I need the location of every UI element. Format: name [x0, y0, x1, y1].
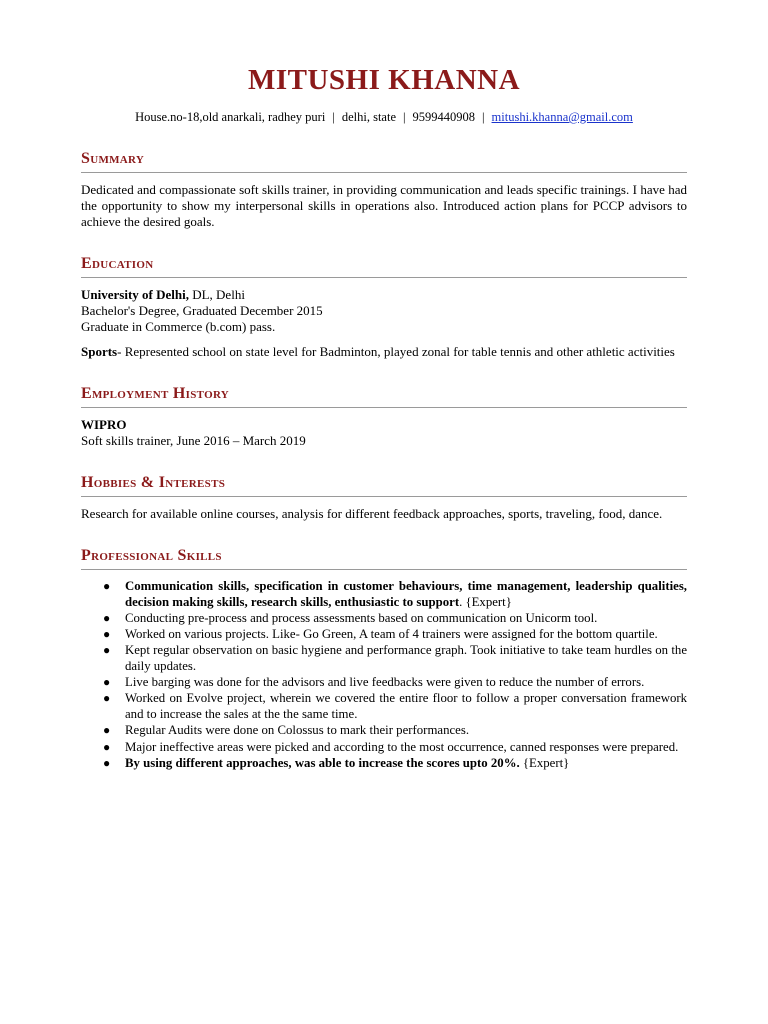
company-name: WIPRO [81, 417, 127, 432]
summary-heading: Summary [81, 149, 687, 173]
list-item: ● Major ineffective areas were picked and according to the most occurrence, canned responses were prepared. [103, 739, 679, 754]
bullet-icon: ● [103, 739, 111, 754]
summary-section [81, 149, 687, 230]
list-item: ● Worked on Evolve project, wherein we covered the entire floor to follow a proper conversation framework and to increase the sales at the the same time. [103, 691, 687, 722]
degree: Bachelor's Degree, Graduated December 2015 [81, 303, 323, 318]
bullet-icon: ● [103, 579, 111, 593]
employment-section [81, 384, 687, 449]
hobbies-section [81, 473, 687, 522]
bullet-icon: ● [103, 755, 111, 770]
bullet-icon: ● [103, 675, 111, 690]
list-item: ● Regular Audits were done on Colossus to mark their performances. [103, 723, 470, 738]
candidate-name: MITUSHI KHANNA [247, 64, 521, 96]
separator: | [482, 110, 485, 124]
bullet-icon: ● [103, 691, 111, 706]
school-name: University of Delhi, [81, 287, 189, 302]
sports-label: Sports [81, 344, 118, 359]
list-item: ● Worked on various projects. Like- Go Green, A team of 4 trainers were assigned for the bottom quartile. [103, 627, 658, 642]
list-item: ● Kept regular observation on basic hygiene and performance graph. Took initiative to take team hurdles on the daily updates. [103, 643, 687, 674]
sports-text: - Represented school on state level for Badminton, played zonal for table tennis and other athletic activities [117, 344, 675, 359]
bullet-icon: ● [103, 610, 111, 625]
contact-line [81, 109, 687, 125]
job-role: Soft skills trainer, June 2016 – March 2019 [81, 433, 306, 448]
skills-section [81, 546, 687, 771]
education-body [81, 287, 687, 360]
bullet-icon: ● [103, 643, 111, 658]
hobbies-heading: Hobbies & Interests [81, 473, 687, 497]
skills-list [81, 579, 687, 771]
summary-text: Dedicated and compassionate soft skills trainer, in providing communication and leads specific trainings. I have had the opportunity to show my interpersonal skills in operations also. Introduced action plans for PCCP advisors to achieve the desired goals. [81, 182, 687, 229]
employment-body [81, 417, 687, 449]
school-location: DL, Delhi [188, 287, 245, 302]
list-item: ● Live barging was done for the advisors and live feedbacks were given to reduce the number of errors. [103, 675, 645, 690]
separator: | [332, 110, 335, 124]
hobbies-text: Research for available online courses, analysis for different feedback approaches, sports, traveling, food, dance. [81, 506, 663, 521]
city: delhi, state [341, 110, 396, 124]
separator: | [403, 110, 406, 124]
skills-heading: Professional Skills [81, 546, 687, 570]
list-item: ● Conducting pre-process and process assessments based on communication on Unicorm tool. [103, 610, 598, 625]
phone: 9599440908 [412, 110, 476, 124]
list-item: ● By using different approaches, was able to increase the scores upto 20%. {Expert} [103, 755, 570, 770]
education-heading: Education [81, 254, 687, 278]
list-item: ● Communication skills, specification in customer behaviours, time management, leadership qualities, decision making skills, research skills, enthusiastic to support. {Expert} [103, 579, 687, 609]
employment-heading: Employment History [81, 384, 687, 408]
degree-detail: Graduate in Commerce (b.com) pass. [81, 319, 276, 334]
bullet-icon: ● [103, 723, 111, 738]
address: House.no-18,old anarkali, radhey puri [135, 110, 326, 124]
email-link[interactable]: mitushi.khanna@gmail.com [491, 110, 633, 124]
bullet-icon: ● [103, 627, 111, 642]
education-section [81, 254, 687, 360]
